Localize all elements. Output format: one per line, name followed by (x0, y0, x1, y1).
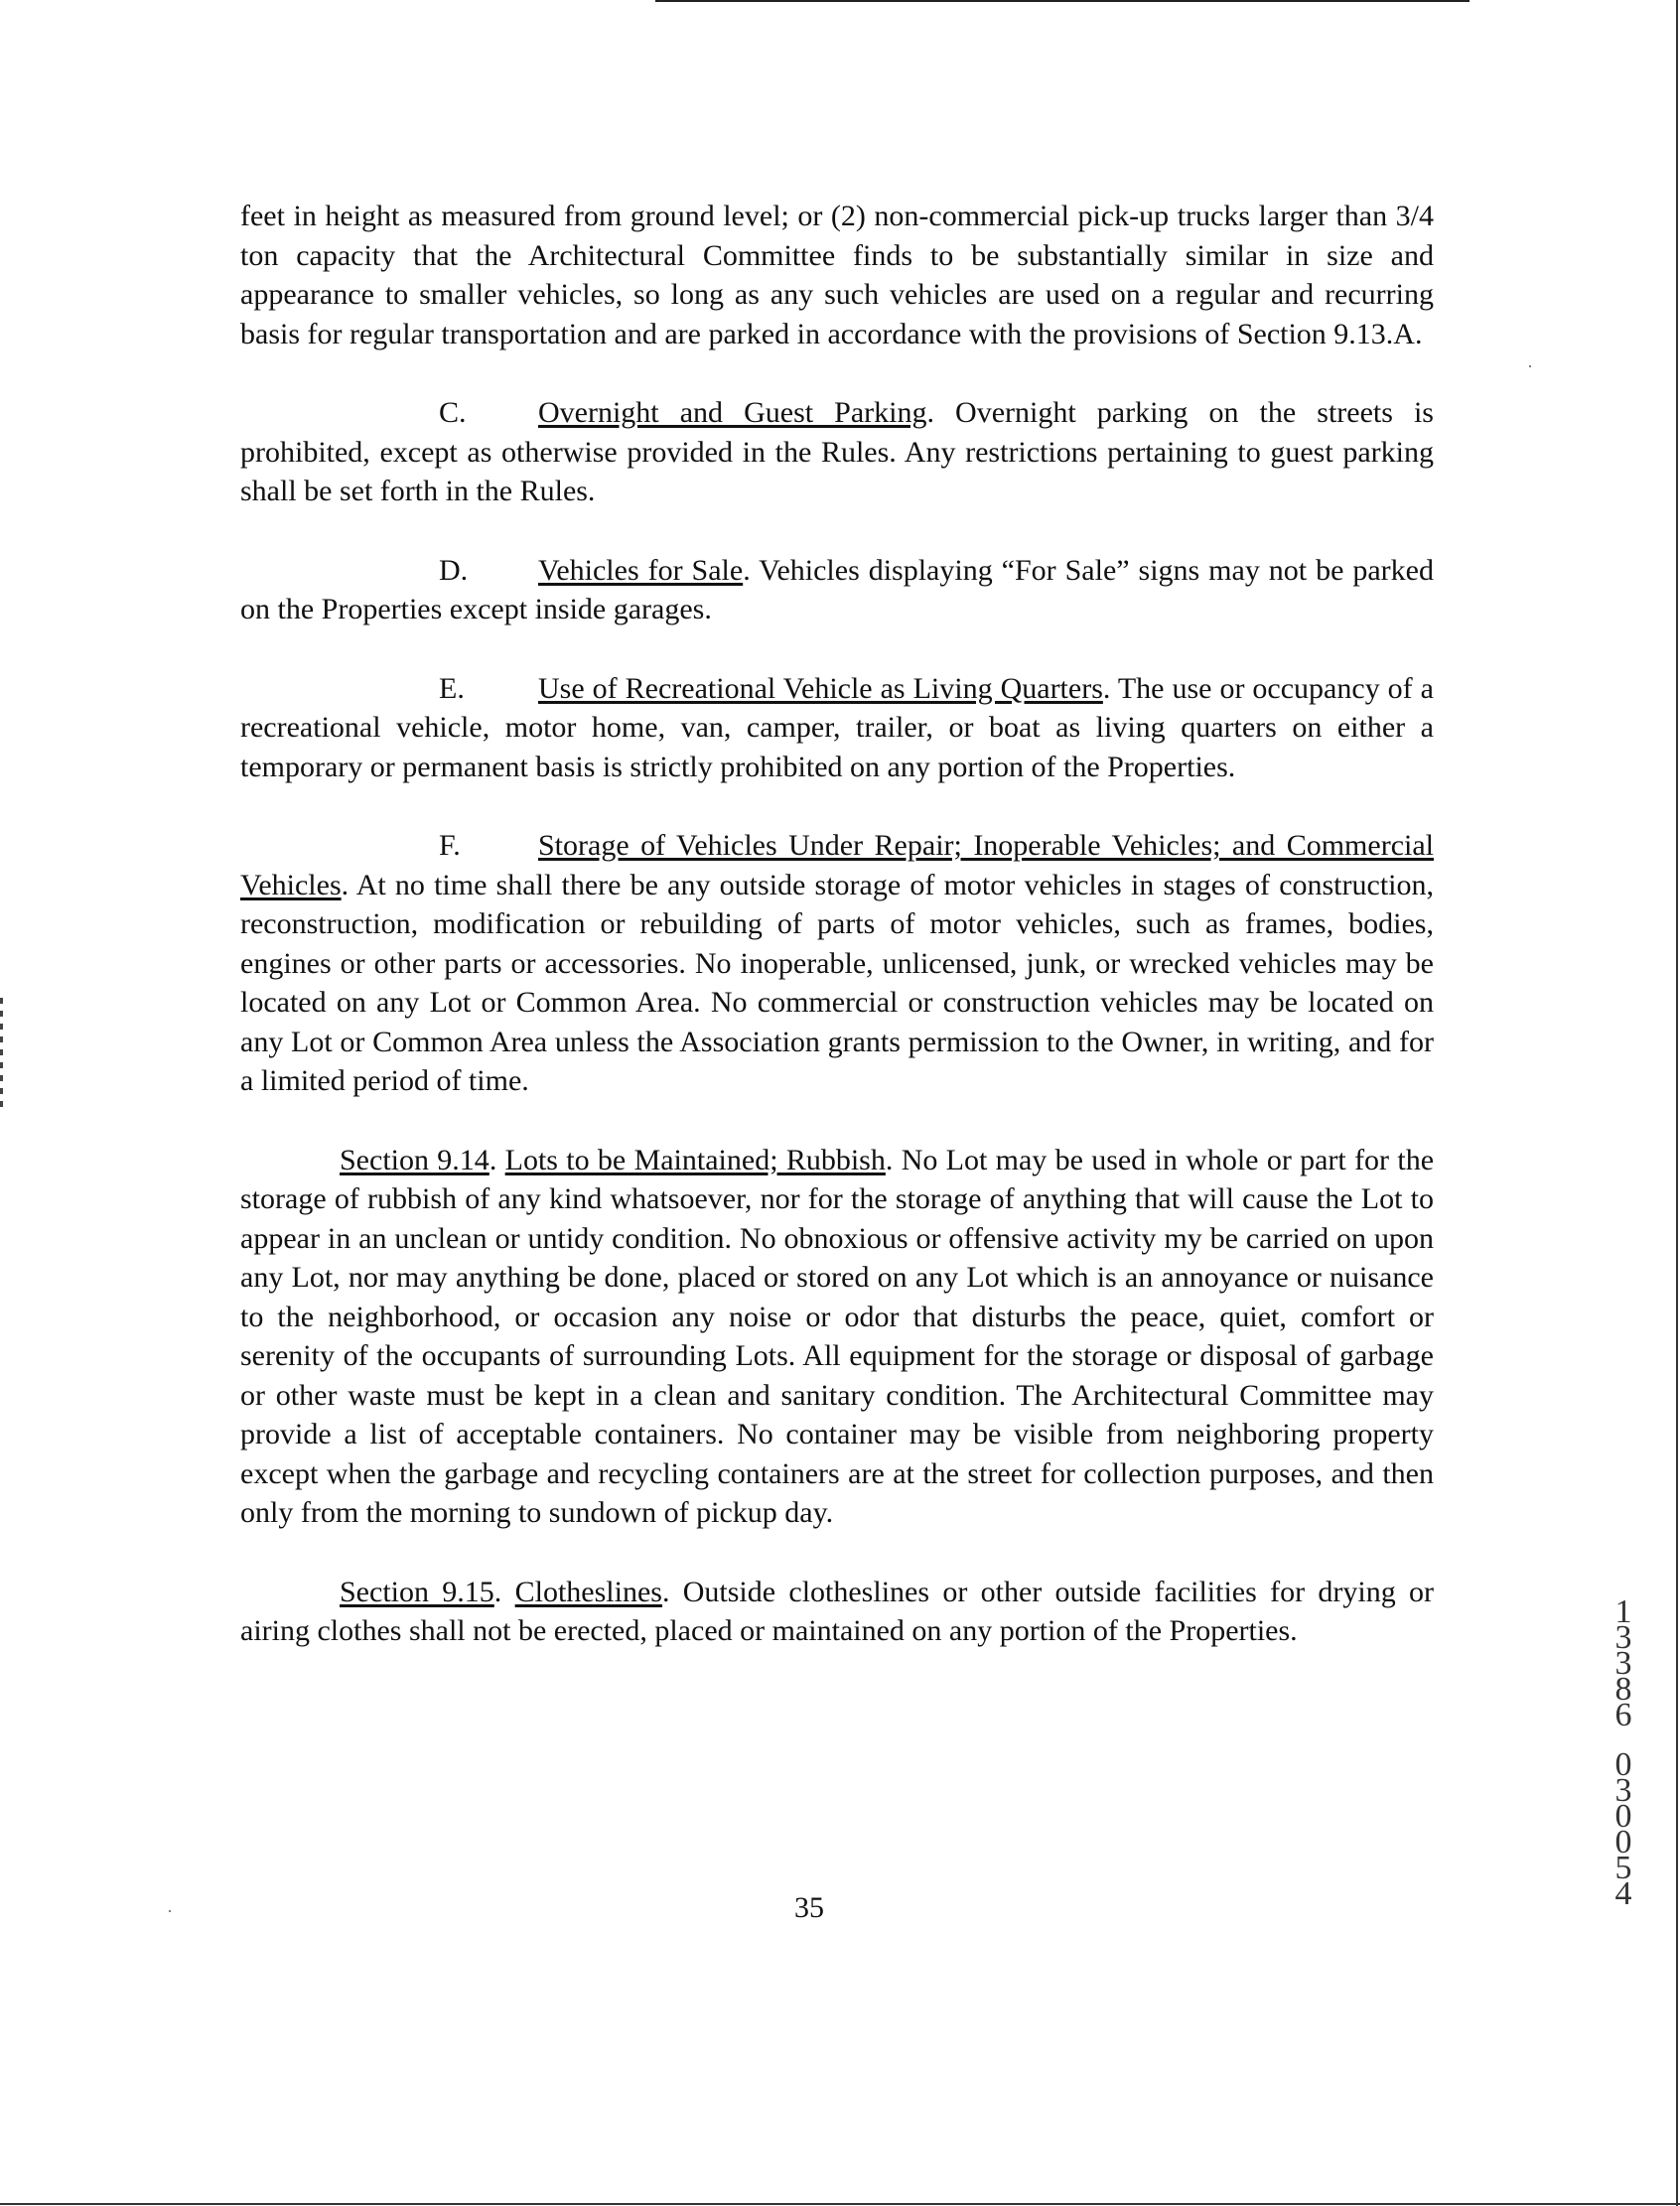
stamp-character: 0 (1614, 1745, 1632, 1783)
scan-speck (1529, 365, 1531, 367)
scan-top-edge (655, 0, 1470, 2)
stamp-character: 0 (1614, 1823, 1632, 1861)
subsection-text: . At no time shall there be any outside storage of motor vehicles in stages of construction, reconstruction, modification or rebuilding of parts of motor vehicles, such as frames, bodies, engines or other parts or accessories. No inoperable, unlicensed, junk, or wrecked vehicles may be located on any Lot or Common Area. No commercial or construction vehicles may be located on any Lot or Common Area unless the Association grants permission to the Owner, in writing, and for a limited period of time. (240, 868, 1434, 1097)
stamp-character: 4 (1614, 1874, 1632, 1912)
stamp-character: 1 (1614, 1592, 1632, 1630)
stamp-character: 3 (1614, 1618, 1632, 1656)
section-number: Section 9.14 (340, 1143, 490, 1176)
subsection-heading: Storage of Vehicles Under Repair; Inoperable Vehicles; and Commercial Vehicles (240, 829, 1434, 901)
subsection-text: . Vehicles displaying “For Sale” signs may not be parked on the Properties except inside garages. (240, 553, 1434, 625)
section-heading: Lots to be Maintained; Rubbish (504, 1143, 886, 1176)
subsection-f (240, 826, 1434, 1101)
stamp-character: 3 (1614, 1771, 1632, 1809)
subsection-text: . Overnight parking on the streets is prohibited, except as otherwise provided in the Rules. Any restrictions pertaining to guest parking shall be set forth in the Rules. (240, 396, 1434, 507)
subsection-heading: Overnight and Guest Parking (538, 396, 927, 429)
section-separator: . (489, 1143, 505, 1176)
recording-stamp-text (1615, 1593, 1632, 1912)
recording-stamp (1594, 1592, 1653, 1912)
stamp-character: 6 (1614, 1696, 1632, 1733)
section-text: . Outside clotheslines or other outside facilities for drying or airing clothes shall not be erected, placed or maintained on any portion of the Properties. (240, 1575, 1434, 1647)
scan-right-edge (1676, 0, 1678, 2206)
subsection-text: . The use or occupancy of a recreational vehicle, motor home, van, camper, trailer, or boat as living quarters on either a temporary or permanent basis is strictly prohibited on any portion of the Properties. (240, 671, 1434, 783)
subsection-letter: F. (439, 829, 461, 862)
subsection-d (240, 551, 1434, 629)
section-separator: . (493, 1575, 515, 1608)
subsection-heading: Use of Recreational Vehicle as Living Quarters (538, 671, 1103, 705)
stamp-character: 5 (1614, 1849, 1632, 1886)
section-number: Section 9.15 (340, 1575, 494, 1608)
scan-bottom-edge (0, 2203, 1680, 2205)
subsection-letter: C. (439, 396, 467, 429)
scan-left-marks (0, 998, 3, 1112)
stamp-character: 8 (1614, 1670, 1632, 1708)
subsection-heading: Vehicles for Sale (538, 553, 744, 587)
document-body (240, 197, 1434, 1691)
section-text: . No Lot may be used in whole or part for the storage of rubbish of any kind whatsoever, nor for the storage of anything that will cause the Lot to appear in an unclean or untidy condition. No obnoxious or offensive activity my be carried on upon any Lot, nor may anything be done, placed or stored on any Lot which is an annoyance or nuisance to the neighborhood, or occasion any noise or odor that disturbs the peace, quiet, comfort or serenity of the occupants of surrounding Lots. All equipment for the storage or disposal of garbage or other waste must be kept in a clean and sanitary condition. The Architectural Committee may provide a list of acceptable containers. No container may be visible from neighboring property except when the garbage and recycling containers are at the street for collection purposes, and then only from the morning to sundown of pickup day. (240, 1143, 1435, 1529)
section-9-15 (240, 1573, 1434, 1651)
subsection-letter: D. (439, 553, 469, 587)
stamp-character: 3 (1614, 1644, 1632, 1682)
subsection-c (240, 393, 1434, 511)
section-heading: Clotheslines (514, 1575, 662, 1608)
stamp-character: 0 (1614, 1797, 1632, 1835)
page-number: 35 (794, 1891, 824, 1924)
recording-stamp-graphic (1594, 1592, 1653, 1912)
subsection-letter: E. (439, 671, 465, 705)
continuation-paragraph: feet in height as measured from ground level; or (2) non-commercial pick-up trucks larger than 3/4 ton capacity that the Architectural Committee finds to be substantially similar in size and appearance to smaller vehicles, so long as any such vehicles are used on a regular and recurring basis for regular transportation and are parked in accordance with the provisions of Section 9.13.A. (240, 200, 1434, 350)
subsection-e (240, 669, 1434, 787)
section-9-14 (240, 1141, 1434, 1533)
